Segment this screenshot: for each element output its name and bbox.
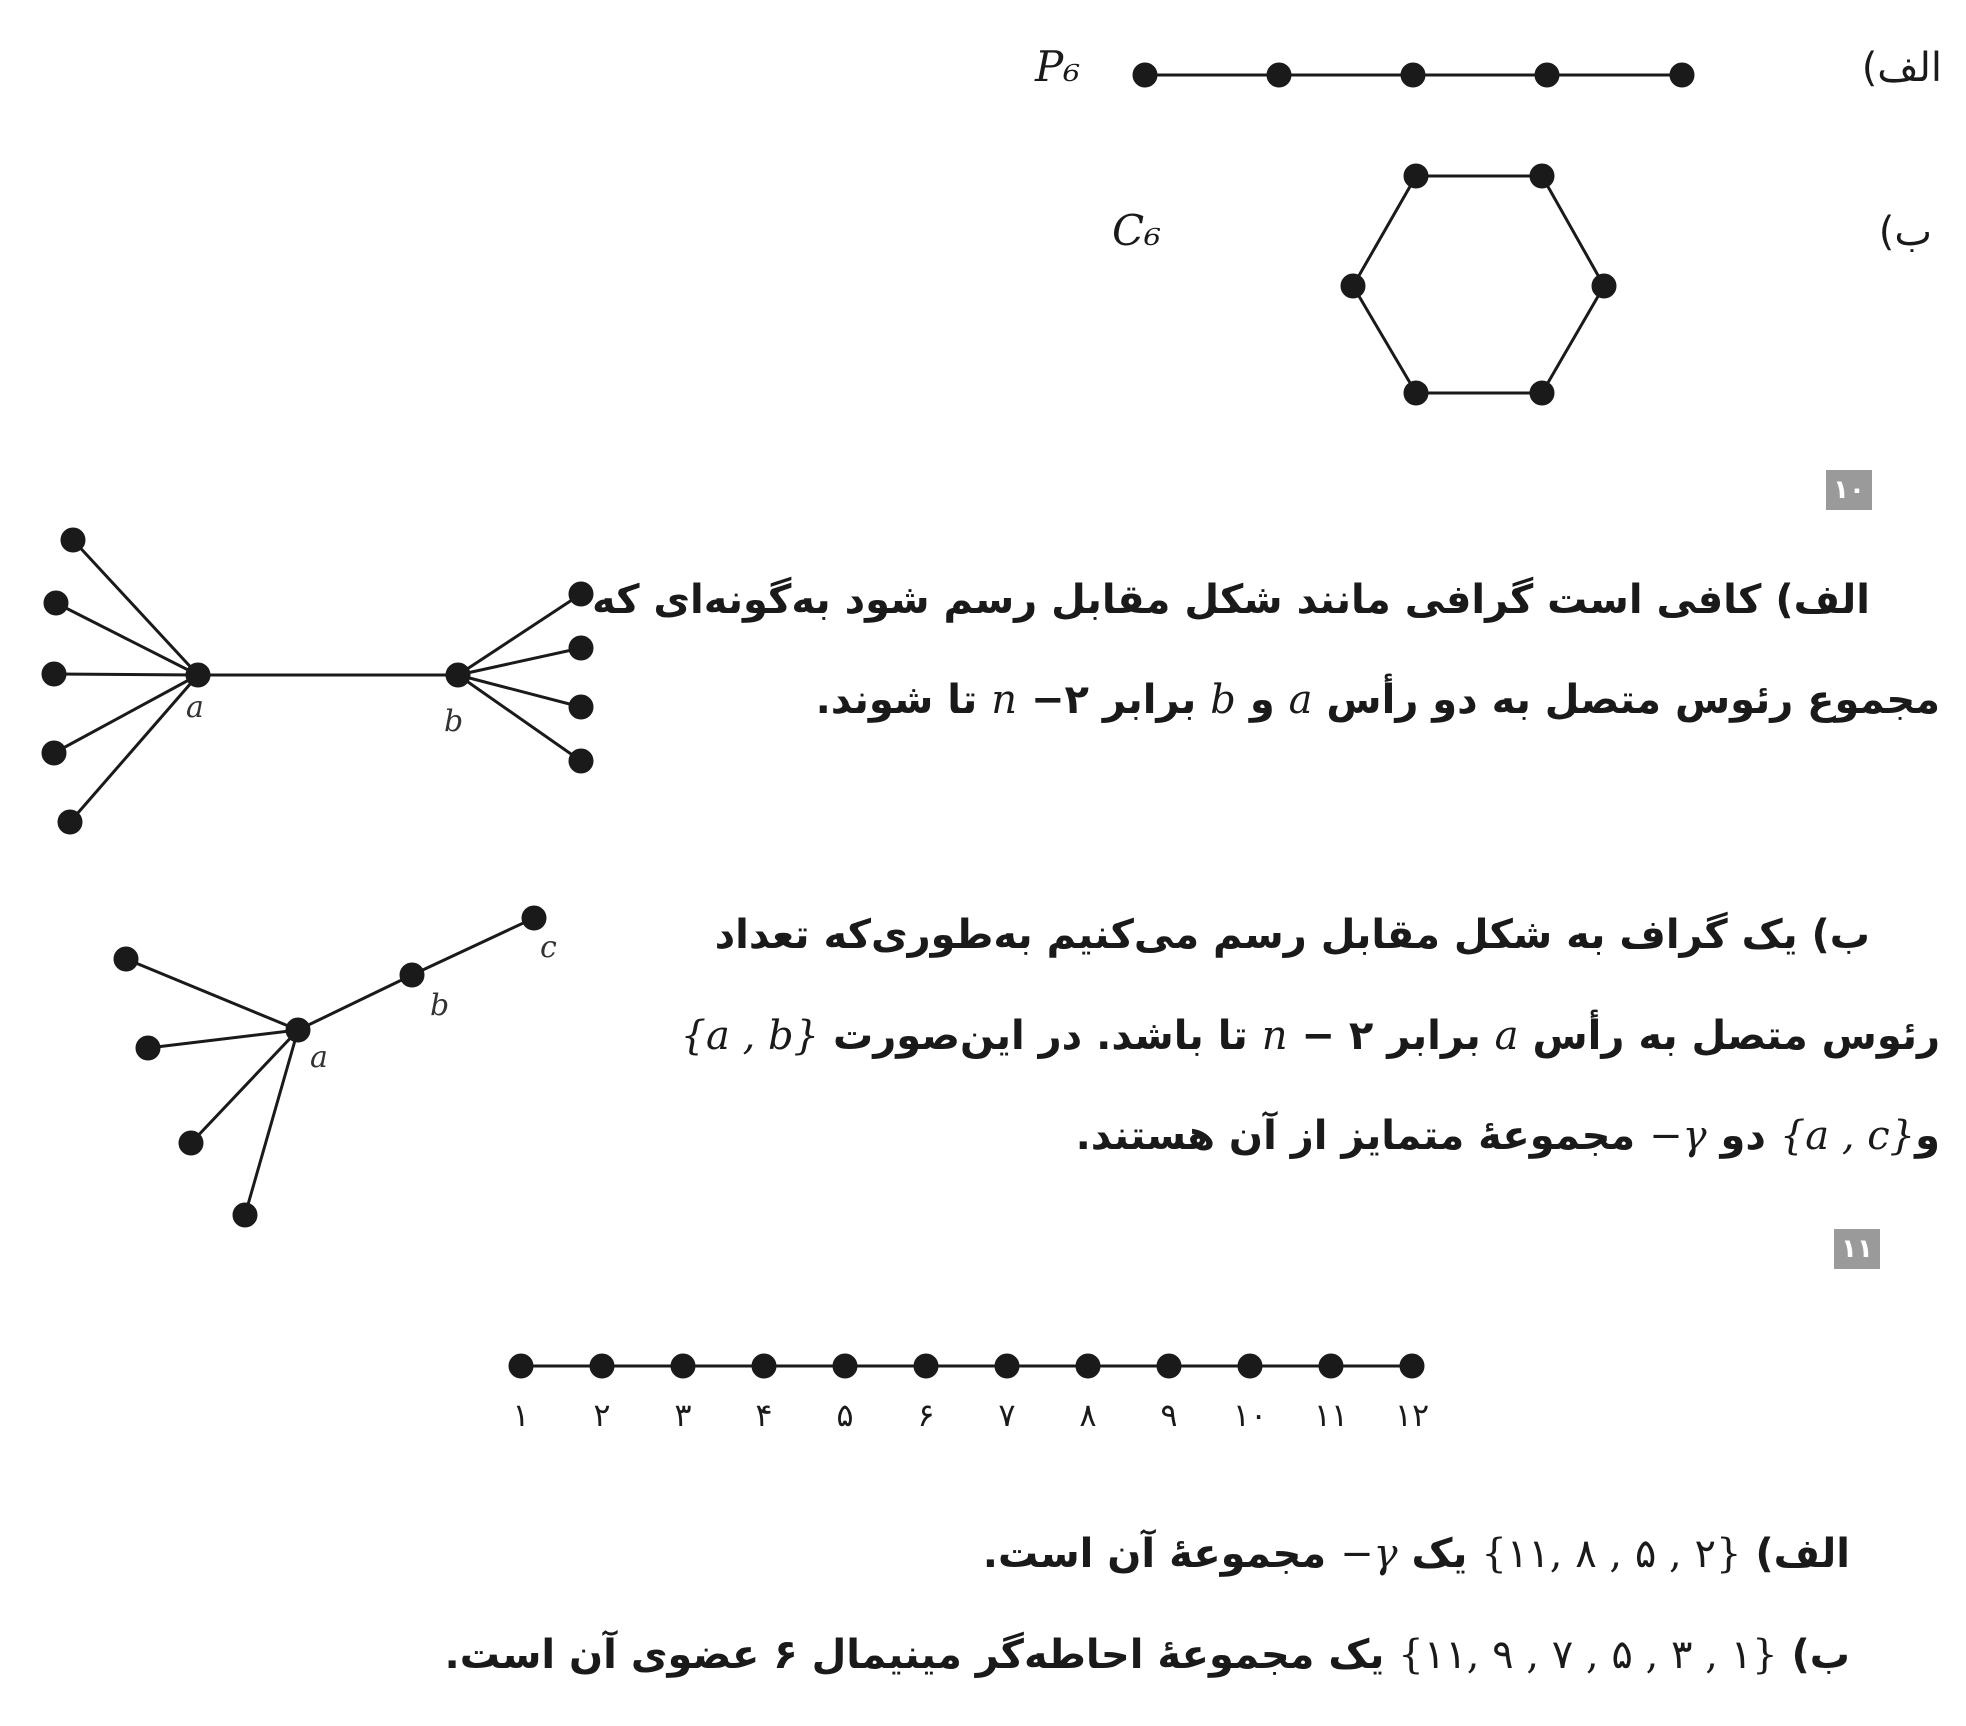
cycle-graph-label: C₆ bbox=[1112, 206, 1161, 255]
vertex-number: ۱ bbox=[512, 1396, 530, 1434]
vertex-number: ۹ bbox=[1160, 1396, 1178, 1434]
q10-alef-line2: مجموع رئوس متصل به دو رأس a و b برابر ۲− n تا شوند. bbox=[815, 677, 1940, 723]
path-graph-p12 bbox=[510, 1355, 1423, 1377]
star-path-graph bbox=[115, 907, 545, 1226]
vertex-number: ۸ bbox=[1079, 1396, 1097, 1434]
vertex-label-a: a bbox=[310, 1040, 328, 1075]
vertex-number: ۱۰ bbox=[1232, 1396, 1268, 1434]
q10-be-line3: و{a , c} دو γ− مجموعهٔ متمایز از آن هستند. bbox=[1075, 1113, 1940, 1159]
vertex-label-a: a bbox=[186, 690, 204, 725]
q10-be-line1: ب) یک گراف به شکل مقابل رسم می‌کنیم به‌طوری‌که تعداد bbox=[714, 912, 1870, 958]
q10-be-line2: رئوس متصل به رأس a برابر ۲ − n تا باشد. در این‌صورت {a , b} bbox=[680, 1013, 1940, 1059]
question-number-badge: ۱۱ bbox=[1834, 1229, 1880, 1269]
item-be-label: ب) bbox=[1878, 209, 1932, 255]
vertex-number: ۷ bbox=[998, 1396, 1016, 1434]
cycle-graph-c6 bbox=[1342, 165, 1615, 404]
vertex-label-b: b bbox=[444, 704, 464, 739]
vertex-number: ۲ bbox=[593, 1396, 611, 1434]
q10-alef-line1: الف) کافی است گرافی مانند شکل مقابل رسم شود به‌گونه‌ای که bbox=[591, 577, 1870, 623]
vertex-number: ۵ bbox=[836, 1396, 854, 1434]
vertex-number: ۶ bbox=[917, 1396, 935, 1434]
vertex-label-b: b bbox=[430, 988, 450, 1023]
item-alef-label: الف) bbox=[1861, 45, 1942, 91]
vertex-number: ۱۱ bbox=[1313, 1396, 1349, 1434]
vertex-label-c: c bbox=[540, 930, 557, 965]
q11-alef-answer: الف) {۱۱, ۸ , ۵ , ۲} یک γ− مجموعهٔ آن است. bbox=[982, 1531, 1850, 1577]
q11-be-answer: ب) {۱۱, ۹ , ۷ , ۵ , ۳ , ۱} یک مجموعهٔ احاطه‌گر مینیمال ۶ عضوی آن است. bbox=[444, 1632, 1850, 1678]
path-graph-label: P₆ bbox=[1035, 42, 1081, 91]
path-graph-p6 bbox=[1134, 64, 1693, 86]
vertex-number: ۱۲ bbox=[1394, 1396, 1430, 1434]
vertex-number: ۳ bbox=[674, 1396, 692, 1434]
double-star-graph bbox=[43, 529, 592, 833]
question-number-badge: ۱۰ bbox=[1826, 470, 1872, 510]
vertex-number: ۴ bbox=[755, 1396, 773, 1434]
